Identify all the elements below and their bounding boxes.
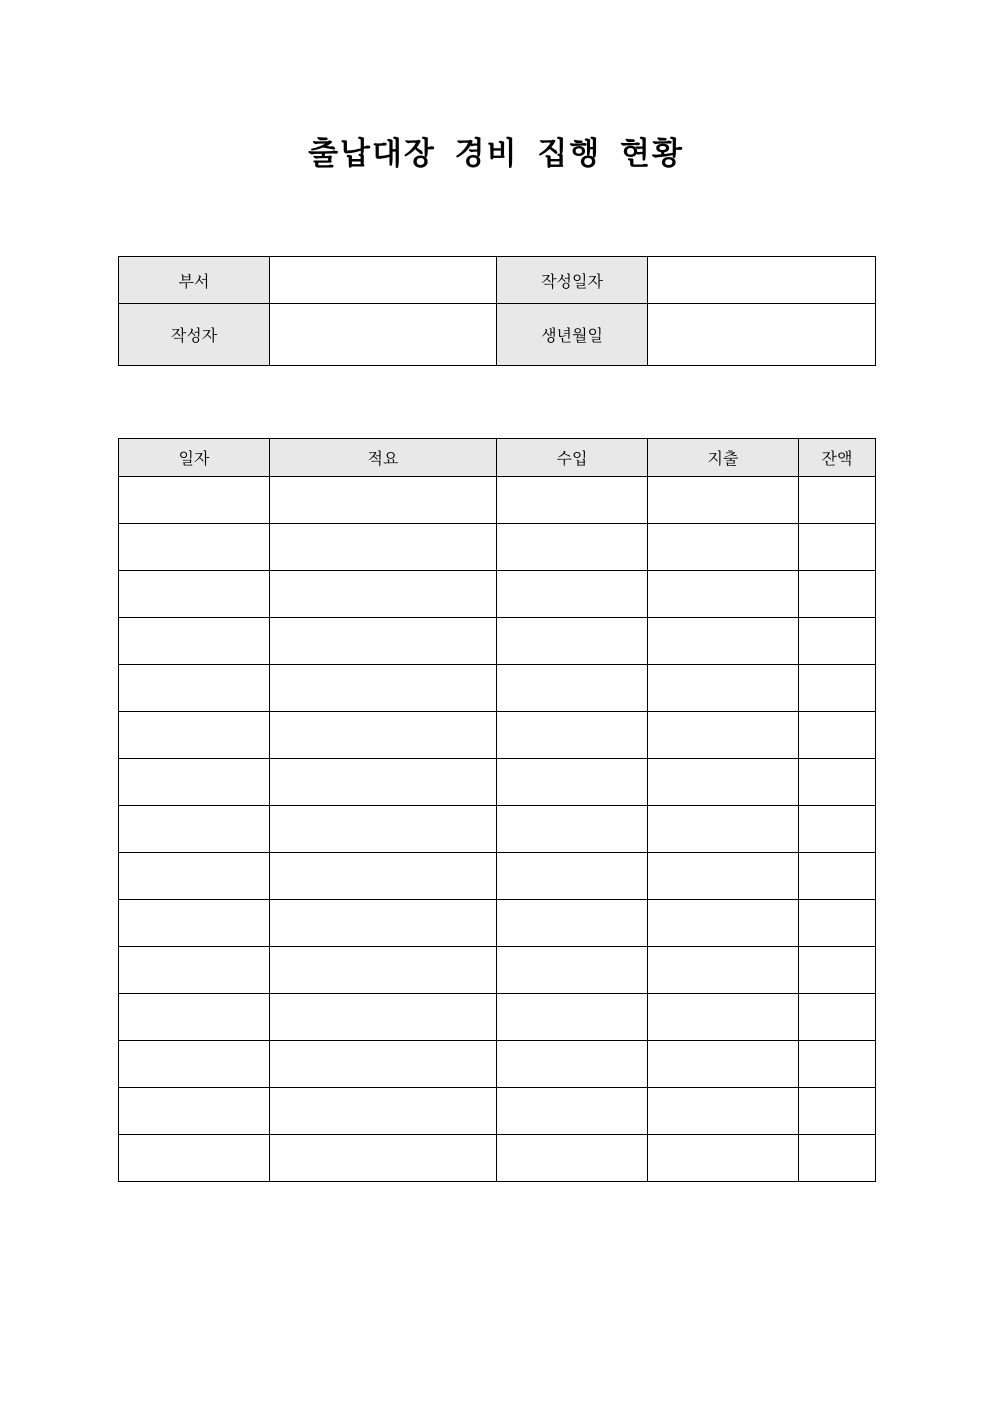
- balance-cell[interactable]: [799, 571, 876, 618]
- description-cell[interactable]: [270, 618, 497, 665]
- expense-cell[interactable]: [648, 571, 799, 618]
- balance-cell[interactable]: [799, 477, 876, 524]
- expense-cell[interactable]: [648, 665, 799, 712]
- table-row: [119, 618, 876, 665]
- description-cell[interactable]: [270, 853, 497, 900]
- balance-cell[interactable]: [799, 1135, 876, 1182]
- date-cell[interactable]: [119, 477, 270, 524]
- balance-cell[interactable]: [799, 806, 876, 853]
- header-date: 일자: [119, 439, 270, 477]
- description-cell[interactable]: [270, 1041, 497, 1088]
- date-written-label: 작성일자: [497, 257, 648, 304]
- expense-cell[interactable]: [648, 1041, 799, 1088]
- date-cell[interactable]: [119, 806, 270, 853]
- income-cell[interactable]: [497, 1088, 648, 1135]
- income-cell[interactable]: [497, 712, 648, 759]
- income-cell[interactable]: [497, 994, 648, 1041]
- table-row: [119, 806, 876, 853]
- balance-cell[interactable]: [799, 853, 876, 900]
- expense-cell[interactable]: [648, 477, 799, 524]
- table-row: [119, 994, 876, 1041]
- page-title: 출납대장 경비 집행 현황: [308, 136, 684, 172]
- income-cell[interactable]: [497, 853, 648, 900]
- date-cell[interactable]: [119, 712, 270, 759]
- income-cell[interactable]: [497, 759, 648, 806]
- description-cell[interactable]: [270, 1088, 497, 1135]
- expense-cell[interactable]: [648, 759, 799, 806]
- department-field[interactable]: [270, 257, 497, 304]
- income-cell[interactable]: [497, 524, 648, 571]
- birthdate-field[interactable]: [648, 304, 876, 366]
- date-written-field[interactable]: [648, 257, 876, 304]
- table-row: [119, 900, 876, 947]
- income-cell[interactable]: [497, 900, 648, 947]
- description-cell[interactable]: [270, 571, 497, 618]
- description-cell[interactable]: [270, 1135, 497, 1182]
- author-label: 작성자: [119, 304, 270, 366]
- expense-cell[interactable]: [648, 947, 799, 994]
- date-cell[interactable]: [119, 524, 270, 571]
- balance-cell[interactable]: [799, 712, 876, 759]
- date-cell[interactable]: [119, 759, 270, 806]
- header-expense: 지출: [648, 439, 799, 477]
- info-row: [119, 304, 876, 366]
- description-cell[interactable]: [270, 665, 497, 712]
- expense-cell[interactable]: [648, 1135, 799, 1182]
- ledger-table: [118, 438, 876, 1182]
- income-cell[interactable]: [497, 571, 648, 618]
- author-field[interactable]: [270, 304, 497, 366]
- expense-cell[interactable]: [648, 853, 799, 900]
- table-row: [119, 1135, 876, 1182]
- header-description: 적요: [270, 439, 497, 477]
- income-cell[interactable]: [497, 665, 648, 712]
- date-cell[interactable]: [119, 571, 270, 618]
- description-cell[interactable]: [270, 994, 497, 1041]
- expense-cell[interactable]: [648, 900, 799, 947]
- income-cell[interactable]: [497, 618, 648, 665]
- table-row: [119, 947, 876, 994]
- date-cell[interactable]: [119, 1135, 270, 1182]
- balance-cell[interactable]: [799, 618, 876, 665]
- date-cell[interactable]: [119, 853, 270, 900]
- table-row: [119, 1088, 876, 1135]
- description-cell[interactable]: [270, 524, 497, 571]
- header-income: 수입: [497, 439, 648, 477]
- info-row: [119, 257, 876, 304]
- description-cell[interactable]: [270, 806, 497, 853]
- description-cell[interactable]: [270, 477, 497, 524]
- income-cell[interactable]: [497, 1135, 648, 1182]
- date-cell[interactable]: [119, 1088, 270, 1135]
- expense-cell[interactable]: [648, 524, 799, 571]
- balance-cell[interactable]: [799, 665, 876, 712]
- info-table: [118, 256, 876, 366]
- table-row: [119, 759, 876, 806]
- income-cell[interactable]: [497, 947, 648, 994]
- table-row: [119, 665, 876, 712]
- date-cell[interactable]: [119, 947, 270, 994]
- balance-cell[interactable]: [799, 524, 876, 571]
- expense-cell[interactable]: [648, 712, 799, 759]
- date-cell[interactable]: [119, 618, 270, 665]
- description-cell[interactable]: [270, 759, 497, 806]
- balance-cell[interactable]: [799, 900, 876, 947]
- date-cell[interactable]: [119, 900, 270, 947]
- table-row: [119, 571, 876, 618]
- date-cell[interactable]: [119, 994, 270, 1041]
- balance-cell[interactable]: [799, 759, 876, 806]
- description-cell[interactable]: [270, 712, 497, 759]
- income-cell[interactable]: [497, 806, 648, 853]
- expense-cell[interactable]: [648, 806, 799, 853]
- ledger-header-row: [119, 439, 876, 477]
- birthdate-label: 생년월일: [497, 304, 648, 366]
- table-row: [119, 524, 876, 571]
- date-cell[interactable]: [119, 1041, 270, 1088]
- date-cell[interactable]: [119, 665, 270, 712]
- balance-cell[interactable]: [799, 1088, 876, 1135]
- expense-cell[interactable]: [648, 618, 799, 665]
- department-label: 부서: [119, 257, 270, 304]
- expense-cell[interactable]: [648, 994, 799, 1041]
- expense-cell[interactable]: [648, 1088, 799, 1135]
- table-row: [119, 712, 876, 759]
- table-row: [119, 853, 876, 900]
- balance-cell[interactable]: [799, 947, 876, 994]
- balance-cell[interactable]: [799, 1041, 876, 1088]
- table-row: [119, 1041, 876, 1088]
- balance-cell[interactable]: [799, 994, 876, 1041]
- description-cell[interactable]: [270, 900, 497, 947]
- table-row: [119, 477, 876, 524]
- income-cell[interactable]: [497, 1041, 648, 1088]
- header-balance: 잔액: [799, 439, 876, 477]
- description-cell[interactable]: [270, 947, 497, 994]
- income-cell[interactable]: [497, 477, 648, 524]
